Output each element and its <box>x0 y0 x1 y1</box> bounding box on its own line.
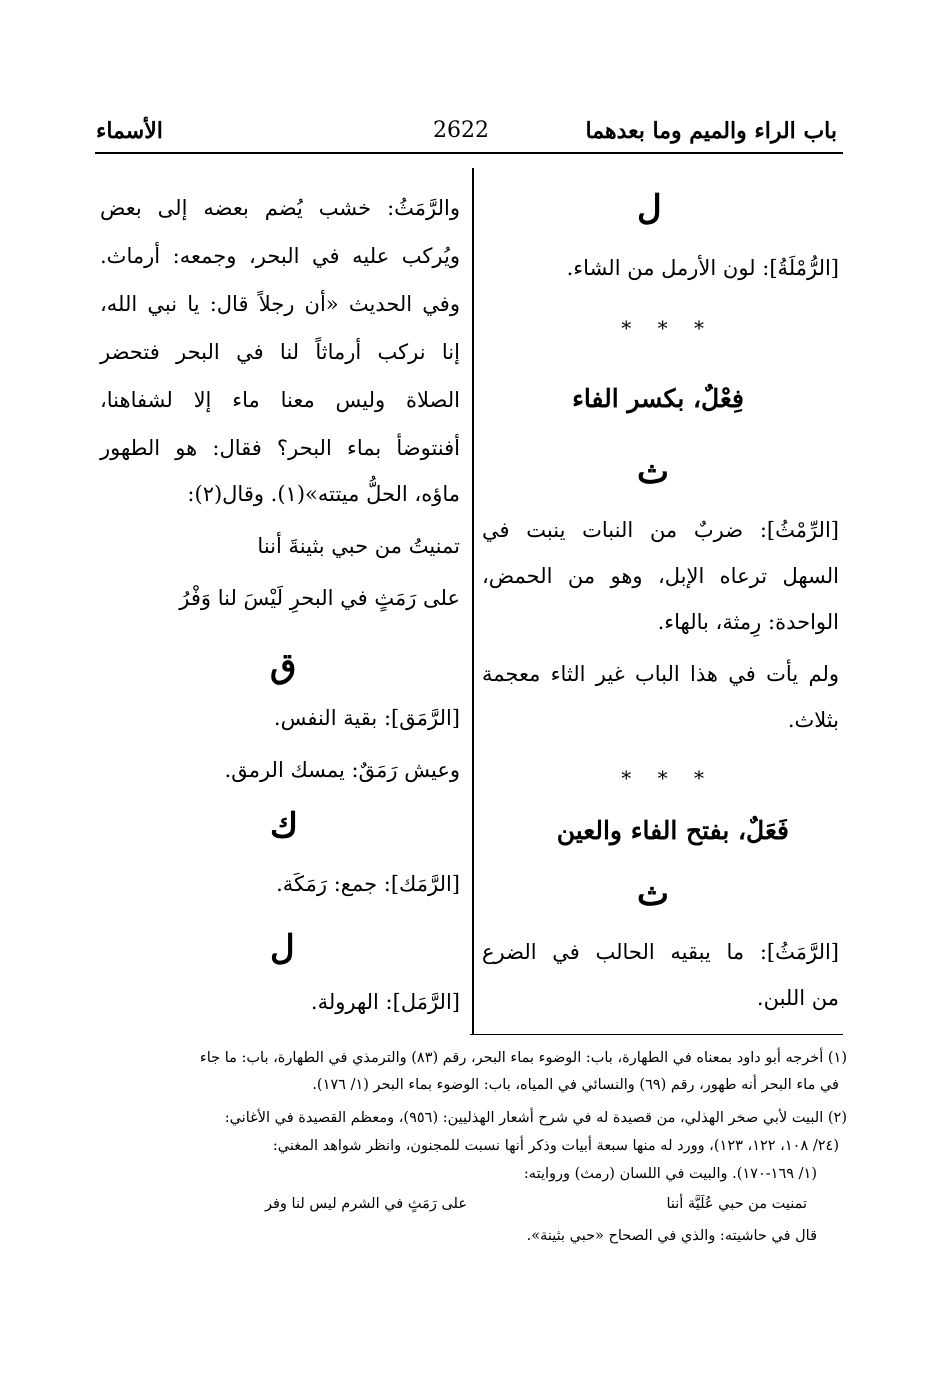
raft-text-line: وفي الحديث «أن رجلاً قال: يا نبي الله، <box>100 292 460 316</box>
entry-ramak: [الرَّمَك]: جمع: رَمَكَة. <box>276 872 460 896</box>
footnote-verse-first: تمنيت من حبي عُلَيَّة أننا <box>666 1196 807 1212</box>
entry-ramaq: [الرَّمَق]: بقية النفس. <box>273 706 460 730</box>
footnote-rule <box>470 1034 843 1035</box>
entry-rimth-line: السهل ترعاه الإبل، وهو من الحمض، <box>482 564 839 588</box>
section-separator: * * * <box>621 316 714 340</box>
heading-kasr: فِعْلٌ، بكسر الفاء <box>572 384 744 413</box>
letter-tha-heading: ث <box>637 874 670 914</box>
letter-lam-heading: ل <box>637 188 662 228</box>
raft-text-line: الصلاة وليس معنا ماء إلا لشفاهنا، <box>100 388 460 412</box>
letter-kaf-heading: ك <box>270 806 299 846</box>
page-number: 2622 <box>433 118 489 143</box>
raft-text-line: ويُركب عليه في البحر، وجمعه: أرماث. <box>100 244 460 268</box>
footnote-2-line: قال في حاشيته: والذي في الصحاح «حبي بثينة». <box>526 1228 817 1244</box>
footnote-1-line: في ماء البحر أنه طهور، رقم (٦٩) والنسائي في المياه، باب: الوضوء بماء البحر (١/ ١٧٦). <box>312 1077 839 1093</box>
footnote-2-line: (١/ ١٦٩-١٧٠). والبيت في اللسان (رمث) وروايته: <box>523 1166 817 1182</box>
entry-ramath-line: من اللبن. <box>756 986 839 1010</box>
entry-ramla: [الرُّمْلَةُ]: لون الأرمل من الشاء. <box>566 256 839 280</box>
section-separator: * * * <box>621 766 714 790</box>
letter-tha-heading: ث <box>637 452 670 492</box>
footnote-2-line: (٢) البيت لأبي صخر الهذلي، من قصيدة له في شرح أشعار الهذليين: (٩٥٦)، ومعظم القصيدة في الأغاني: <box>224 1110 847 1126</box>
heading-fath: فَعَلٌ، بفتح الفاء والعين <box>556 816 789 845</box>
note-line: بثلاث. <box>787 708 839 732</box>
raft-text-line: إنا نركب أرماثاً لنا في البحر فتحضر <box>100 340 460 364</box>
footnote-2-line: (٢٤/ ١٠٨، ١٢٢، ١٢٣)، وورد له منها سبعة أبيات وذكر أنها نسبت للمجنون، وانظر شواهد المغني: <box>272 1138 839 1154</box>
column-divider <box>472 168 474 1034</box>
raft-text-line: والرَّمَثُ: خشب يُضم بعضه إلى بعض <box>100 196 460 220</box>
section-title: الأسماء <box>96 118 163 144</box>
entry-rimth-line: [الرِّمْثُ]: ضربٌ من النبات ينبت في <box>482 518 839 542</box>
note-line: ولم يأت في هذا الباب غير الثاء معجمة <box>482 662 839 686</box>
entry-aysh-ramaq: وعيش رَمَقٌ: يمسك الرمق. <box>224 758 460 782</box>
chapter-title: باب الراء والميم وما بعدهما <box>585 118 837 144</box>
letter-lam-heading: ل <box>270 928 295 968</box>
footnote-verse-second: على رَمَثٍ في الشرم ليس لنا وفر <box>264 1196 467 1212</box>
verse-second-hemistich: على رَمَثٍ في البحرِ لَيْسَ لنا وَفْرُ <box>179 586 460 610</box>
footnote-1-line: (١) أخرجه أبو داود بمعناه في الطهارة، باب: الوضوء بماء البحر، رقم (٨٣) والترمذي في الطهارة، باب: ما جاء <box>199 1050 847 1066</box>
letter-qaf-heading: ق <box>270 646 297 686</box>
raft-text-line: ماؤه، الحلُّ ميتته»(١). وقال(٢): <box>187 482 460 506</box>
raft-text-line: أفنتوضأ بماء البحر؟ فقال: هو الطهور <box>100 436 460 460</box>
verse-first-hemistich: تمنيتُ من حبي بثينةَ أننا <box>257 534 460 558</box>
entry-rimth-line: الواحدة: رِمثة، بالهاء. <box>657 610 839 634</box>
entry-ramath-line: [الرَّمَثُ]: ما يبقيه الحالب في الضرع <box>482 940 839 964</box>
entry-ramal: [الرَّمَل]: الهرولة. <box>310 990 460 1014</box>
header-rule <box>95 152 843 154</box>
